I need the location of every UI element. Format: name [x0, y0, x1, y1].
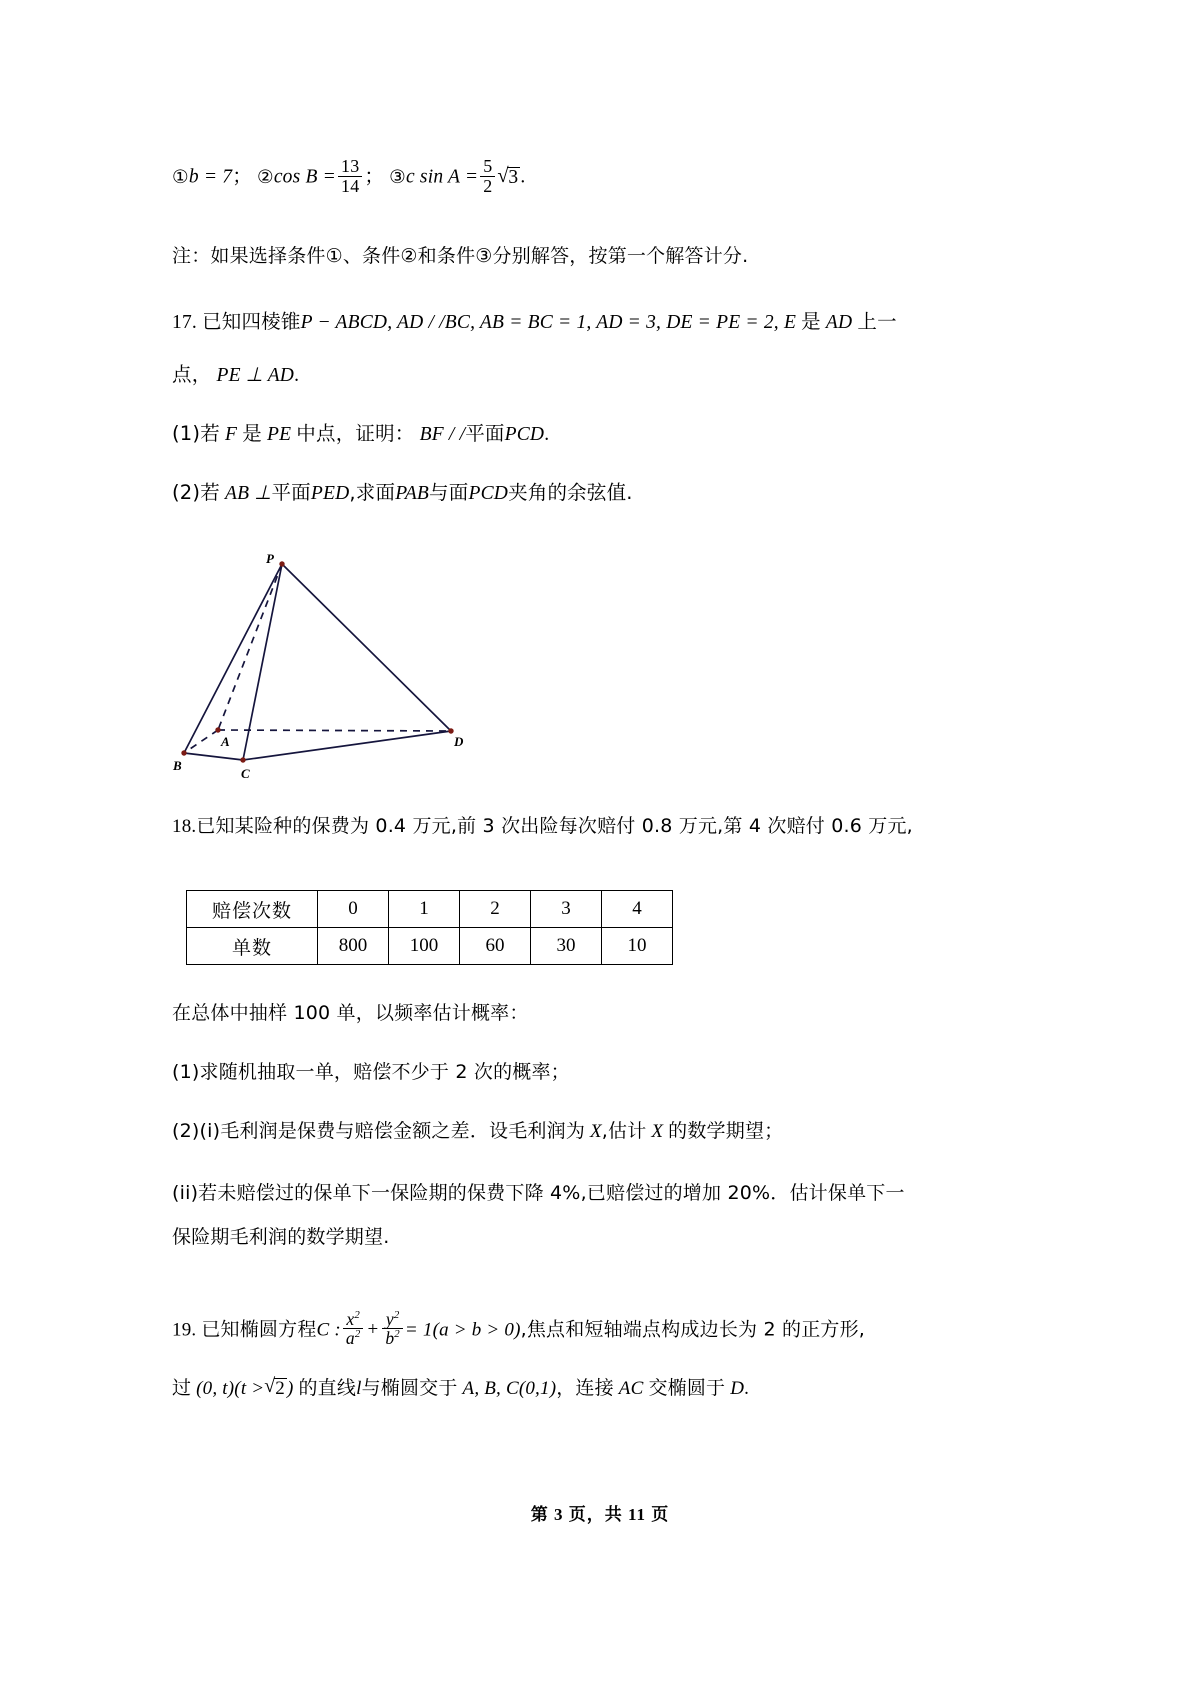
condition-3-expression: c sin A = — [405, 166, 479, 188]
q17-stem-math-b: AD — [825, 312, 853, 333]
q17-stem-line2-math: PE ⊥ AD — [216, 365, 295, 386]
q19-line2-text-d: ，连接 — [556, 1377, 614, 1399]
vertex-dot-A — [215, 727, 220, 732]
figure-label-P: P — [266, 551, 274, 566]
q19-fraction-y2-b2 — [382, 1310, 403, 1348]
q17-part1-period: . — [544, 424, 550, 445]
claims-cell-1: 1 — [389, 891, 460, 928]
edge-P-B — [184, 564, 282, 753]
edge-P-D — [282, 564, 451, 731]
fraction-numerator: $x^2$ — [346, 1309, 360, 1329]
q17-part2-text-3: 与面 — [429, 481, 469, 504]
figure-label-B: B — [173, 758, 182, 773]
q17-part2-text-1: 平面 — [271, 481, 311, 504]
question-17-part-1 — [172, 424, 549, 445]
q19-line2-text-c: 与椭圆交于 — [361, 1377, 458, 1399]
condition-3-marker: ③ — [389, 166, 406, 188]
q17-part2-text-4: 夹角的余弦值. — [508, 481, 633, 504]
vertex-dot-P — [279, 561, 284, 566]
edge-A-D-dashed — [218, 730, 451, 731]
note-line — [172, 247, 748, 266]
q19-line2-period: . — [744, 1378, 750, 1399]
exponent: 2 — [354, 1328, 361, 1341]
vertex-dot-D — [448, 728, 453, 733]
q19-stem-text-a: 已知椭圆方程 — [201, 1318, 317, 1341]
q17-part1-text-1: 是 — [242, 422, 262, 445]
q19-line2-text-e: 交椭圆于 — [648, 1377, 726, 1399]
q19-fraction-x2-a2 — [343, 1310, 364, 1348]
q18-sampling-text: 在总体中抽样 100 单，以频率估计概率： — [172, 1002, 529, 1024]
claims-cell-2: 2 — [460, 891, 531, 928]
q19-equation-tail: = 1(a > b > 0) — [404, 1319, 521, 1341]
q17-part1-math-1: F — [225, 424, 238, 445]
q17-part2-math-4: PCD — [468, 483, 509, 504]
q17-part1-math-3: BF / / — [419, 424, 466, 445]
q17-part2-text-2: ,求面 — [349, 481, 396, 504]
question-19-line-2 — [172, 1378, 749, 1398]
q19-stem-text-b: ,焦点和短轴端点构成边长为 2 的正方形, — [520, 1318, 866, 1341]
q18-part2ii-text-1: (ii)若未赔偿过的保单下一保险期的保费下降 4%,已赔偿过的增加 20%．估计保单下一 — [172, 1182, 905, 1204]
condition-separator-2: ； — [364, 164, 385, 188]
q19-line2-math-1: (0, t)(t > — [196, 1378, 265, 1399]
q17-part1-prefix: (1)若 — [172, 422, 220, 445]
pyramid-figure — [170, 548, 510, 788]
fraction-numerator: 5 — [483, 156, 493, 176]
q19-line2-math-5: AC — [618, 1378, 644, 1399]
q19-line2-math-4: A, B, C(0,1) — [462, 1378, 557, 1399]
q19-line2-math-2: ) — [286, 1378, 294, 1399]
condition-separator-1: ； — [232, 164, 252, 188]
exponent: 2 — [394, 1328, 400, 1341]
fraction-numerator: 13 — [341, 156, 360, 176]
q17-stem-text-c: 上一 — [857, 310, 897, 333]
q17-part1-math-4: PCD — [504, 424, 545, 445]
edge-P-A-dashed — [218, 564, 282, 730]
fraction-denominator: $a^2$ — [343, 1328, 364, 1347]
edge-B-C — [184, 753, 243, 760]
q17-stem-line2-text: 点， — [172, 363, 212, 386]
condition-3-fraction — [480, 157, 495, 196]
q19-line2-math-3: l — [356, 1378, 362, 1399]
vertex-dot-B — [181, 750, 186, 755]
q17-part1-text-3: 平面 — [465, 422, 505, 445]
figure-label-A: A — [221, 734, 230, 749]
q17-part2-math-2: PED — [310, 483, 350, 504]
fraction-denominator: 2 — [480, 176, 495, 196]
row-header-policy-count: 单数 — [187, 928, 318, 965]
question-17-stem-line-1 — [172, 312, 897, 333]
question-19-stem — [172, 1310, 865, 1348]
conditions-line — [172, 157, 525, 196]
counts-cell-1: 100 — [389, 928, 460, 965]
radicand: 2 — [275, 1378, 285, 1399]
figure-label-C: C — [241, 766, 250, 781]
q18-part1-text: (1)求随机抽取一单，赔偿不少于 2 次的概率； — [172, 1061, 570, 1083]
fraction-denominator: 14 — [338, 176, 362, 196]
vertex-dots — [181, 561, 453, 762]
condition-2-marker: ② — [257, 166, 274, 188]
condition-period: . — [520, 166, 526, 188]
exponent: 2 — [393, 1309, 400, 1322]
q18-part2i-text-b: ,估计 — [601, 1120, 647, 1142]
question-17-number: 17. — [172, 312, 197, 333]
claims-frequency-table — [186, 890, 673, 965]
q17-part2-math-3: PAB — [395, 483, 430, 504]
edge-C-D — [243, 731, 451, 760]
plus-sign: + — [367, 1319, 379, 1341]
q19-ellipse-name: C : — [316, 1319, 341, 1341]
q18-part-2-ii-line-2 — [172, 1228, 389, 1247]
counts-cell-0: 800 — [318, 928, 389, 965]
q17-stem-line2-period: . — [294, 365, 300, 386]
note-text: 注：如果选择条件①、条件②和条件③分别解答，按第一个解答计分. — [172, 245, 749, 267]
q17-stem-math-a: P − ABCD, AD / /BC, AB = BC = 1, AD = 3, DE = PE = 2, E — [300, 312, 797, 333]
q19-line2-text-a: 过 — [172, 1377, 192, 1399]
claims-cell-0: 0 — [318, 891, 389, 928]
question-18-stem — [172, 817, 913, 836]
q17-part2-math-1: AB ⊥ — [225, 483, 272, 504]
q17-stem-text-a: 已知四棱锥 — [202, 310, 301, 333]
q18-part2i-math-1: X — [589, 1121, 602, 1142]
q17-part2-prefix: (2)若 — [172, 481, 220, 504]
square-root — [497, 167, 520, 188]
fraction-numerator: $y^2$ — [385, 1309, 400, 1329]
q19-line2-text-b: 的直线 — [298, 1377, 357, 1399]
question-17-stem-line-2 — [172, 365, 299, 386]
counts-cell-4: 10 — [602, 928, 673, 965]
q18-stem-text: 已知某险种的保费为 0.4 万元,前 3 次出险每次赔付 0.8 万元,第 4 次赔付 0.6 万元, — [196, 815, 913, 837]
q18-part2i-text-c: 的数学期望； — [668, 1120, 784, 1142]
condition-1-expression: b = 7 — [188, 166, 233, 188]
counts-cell-3: 30 — [531, 928, 602, 965]
square-root — [264, 1378, 287, 1398]
q17-part1-math-2: PE — [266, 424, 292, 445]
radicand: 3 — [508, 166, 519, 188]
table-row-claims — [187, 891, 673, 928]
q17-part1-text-2: 中点，证明： — [296, 422, 415, 445]
q18-part-2-ii-line-1 — [172, 1184, 905, 1203]
q19-line2-math-6: D — [730, 1378, 745, 1399]
page-indicator: 第 3 页，共 11 页 — [530, 1505, 670, 1524]
condition-2-expression: cos B = — [273, 166, 337, 188]
q18-part-1 — [172, 1063, 570, 1082]
exponent: 2 — [354, 1309, 360, 1322]
q18-part2i-math-2: X — [651, 1121, 664, 1142]
claims-cell-3: 3 — [531, 891, 602, 928]
question-17-part-2 — [172, 483, 633, 504]
condition-1-marker: ① — [172, 166, 189, 188]
question-18-number: 18. — [172, 816, 197, 837]
question-19-number: 19. — [172, 1319, 197, 1341]
condition-2-fraction — [338, 157, 362, 196]
table-row-counts — [187, 928, 673, 965]
row-header-claim-count: 赔偿次数 — [187, 891, 318, 928]
q18-part-2-i — [172, 1122, 783, 1141]
q18-part2i-text-a: (2)(i)毛利润是保费与赔偿金额之差．设毛利润为 — [172, 1120, 586, 1142]
page-footer — [0, 1500, 1200, 1525]
q18-sampling-line — [172, 1004, 529, 1023]
q17-stem-text-b: 是 — [801, 310, 821, 333]
claims-cell-4: 4 — [602, 891, 673, 928]
fraction-denominator: $b^2$ — [382, 1328, 403, 1347]
figure-label-D: D — [454, 734, 464, 749]
counts-cell-2: 60 — [460, 928, 531, 965]
vertex-dot-C — [240, 757, 245, 762]
q18-part2ii-text-2: 保险期毛利润的数学期望. — [172, 1226, 390, 1248]
